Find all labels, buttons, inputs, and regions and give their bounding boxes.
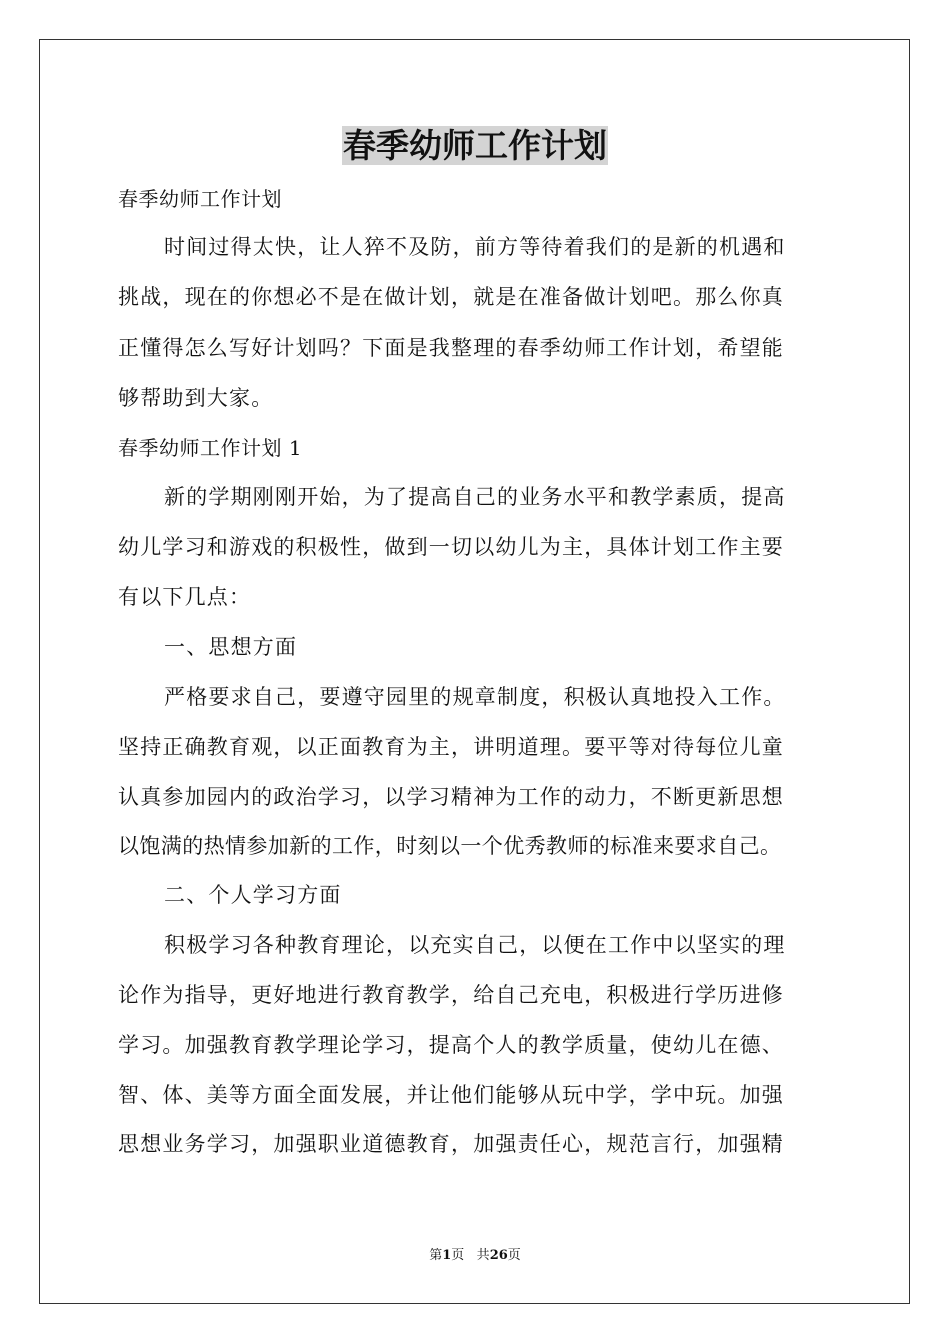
- paragraph-line: 积极学习各种教育理论，以充实自己，以便在工作中以坚实的理: [164, 933, 786, 957]
- paragraph-line: 时间过得太快，让人猝不及防，前方等待着我们的是新的机遇和: [164, 235, 786, 259]
- subsection-heading: 二、个人学习方面: [164, 883, 342, 907]
- subtitle-line: 春季幼师工作计划: [118, 187, 282, 211]
- footer-total-prefix: 共: [476, 1248, 490, 1263]
- paragraph-line: 思想业务学习，加强职业道德教育，加强责任心，规范言行，加强精: [118, 1132, 784, 1156]
- paragraph-line: 坚持正确教育观，以正面教育为主，讲明道理。要平等对待每位儿童: [118, 735, 784, 759]
- page-footer: [0, 1247, 950, 1265]
- footer-total-pages: 26: [489, 1248, 508, 1263]
- paragraph-line: 挑战，现在的你想必不是在做计划，就是在准备做计划吧。那么你真: [118, 285, 784, 309]
- paragraph-line: 够帮助到大家。: [118, 386, 274, 410]
- footer-total-suffix: 页: [507, 1248, 521, 1263]
- paragraph-line: 有以下几点：: [118, 585, 252, 609]
- subsection-heading: 一、思想方面: [164, 635, 298, 659]
- footer-page-prefix: 第: [429, 1248, 443, 1263]
- paragraph-line: 正懂得怎么写好计划吗？下面是我整理的春季幼师工作计划，希望能: [118, 336, 784, 360]
- document-title-text: 春季幼师工作计划: [343, 126, 607, 165]
- paragraph-line: 幼儿学习和游戏的积极性，做到一切以幼儿为主，具体计划工作主要: [118, 535, 784, 559]
- paragraph-line: 认真参加园内的政治学习，以学习精神为工作的动力，不断更新思想: [118, 785, 784, 809]
- document-title: [0, 124, 950, 168]
- paragraph-line: 严格要求自己，要遵守园里的规章制度，积极认真地投入工作。: [164, 685, 786, 709]
- section-heading: 春季幼师工作计划 1: [118, 436, 303, 460]
- paragraph-line: 以饱满的热情参加新的工作，时刻以一个优秀教师的标准来要求自己。: [118, 834, 782, 858]
- paragraph-line: 学习。加强教育教学理论学习，提高个人的教学质量，使幼儿在德、: [118, 1033, 784, 1057]
- footer-page-number: 1: [442, 1248, 452, 1263]
- page-frame: [39, 39, 910, 1304]
- paragraph-line: 论作为指导，更好地进行教育教学，给自己充电，积极进行学历进修: [118, 983, 784, 1007]
- footer-page-suffix: 页: [451, 1248, 465, 1263]
- paragraph-line: 新的学期刚刚开始，为了提高自己的业务水平和教学素质，提高: [164, 485, 786, 509]
- paragraph-line: 智、体、美等方面全面发展，并让他们能够从玩中学，学中玩。加强: [118, 1083, 784, 1107]
